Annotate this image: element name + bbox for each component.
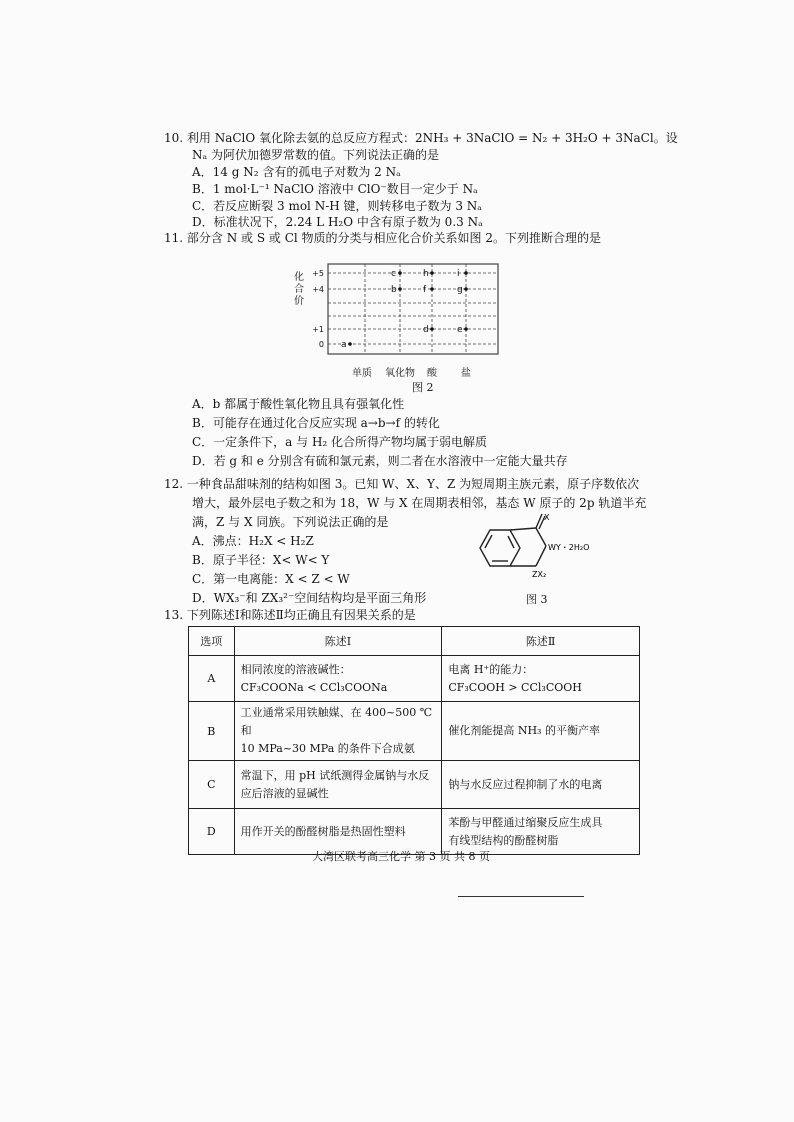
y-tick-label: 0	[318, 340, 324, 349]
y-tick-label: +5	[312, 269, 324, 278]
cell-line: 10 MPa~30 MPa 的条件下合成氨	[240, 742, 415, 755]
cell-line: 苯酚与甲醛通过缩聚反应生成具	[448, 815, 603, 829]
point-b	[398, 287, 402, 291]
cell-line: CF₃COOH > CCl₃COOH	[448, 680, 582, 694]
point-label-c: c	[391, 269, 396, 279]
figure-3-structure	[470, 510, 620, 590]
point-label-a: a	[341, 340, 347, 350]
row-option: D	[189, 809, 235, 855]
figure-2-caption: 图 2	[412, 381, 434, 394]
x-axis-label: 盐	[461, 368, 471, 379]
row-option: C	[189, 761, 235, 809]
struct-label-x: X	[544, 513, 550, 522]
q10-option-c: C．若反应断裂 3 mol N-H 键，则转移电子数为 3 Nₐ	[192, 199, 482, 213]
point-label-f: f	[423, 285, 427, 295]
cell-line: 钠与水反应过程抑制了水的电离	[448, 777, 603, 791]
x-axis-label: 氧化物	[385, 368, 415, 379]
x-axis-label: 酸	[427, 368, 437, 379]
q11-stem: 11. 部分含 N 或 S 或 Cl 物质的分类与相应化合价关系如图 2。下列推断合理的是	[164, 231, 601, 245]
q10-option-a: A．14 g N₂ 含有的孤电子对数为 2 Nₐ	[192, 165, 401, 179]
q11-option-a: A．b 都属于酸性氧化物且具有强氧化性	[192, 397, 405, 411]
q11-option-b: B．可能存在通过化合反应实现 a→b→f 的转化	[192, 416, 440, 430]
cell-line: CF₃COONa < CCl₃COONa	[240, 680, 388, 694]
page-footer: 大湾区联考高三化学 第 3 页 共 8 页	[312, 850, 490, 863]
point-label-e: e	[457, 325, 463, 335]
point-i	[464, 271, 468, 275]
cell-line: 常温下，用 pH 试纸测得金属钠与水反	[240, 768, 430, 782]
y-tick-label: +4	[312, 285, 324, 294]
header-statement-1: 陈述Ⅰ	[234, 627, 442, 656]
cell-line: 有线型结构的酚醛树脂	[448, 833, 559, 847]
point-label-b: b	[391, 285, 397, 295]
y-axis-label-char: 化	[294, 272, 304, 283]
q12-option-b: B．原子半径：X< W< Y	[192, 553, 330, 567]
cell-line: 工业通常采用铁触媒、在 400~500 ℃和	[240, 706, 433, 737]
q13-table	[188, 626, 640, 855]
row-statement-2	[442, 761, 640, 809]
point-d	[430, 327, 434, 331]
chart-grid	[328, 264, 498, 354]
point-h	[430, 271, 434, 275]
point-g	[464, 287, 468, 291]
carbonyl-bond	[510, 528, 536, 530]
row-statement-1	[234, 761, 442, 809]
point-label-h: h	[423, 269, 429, 279]
y-axis-label-char: 价	[294, 296, 304, 307]
table-row	[189, 702, 640, 761]
table-header-row	[189, 627, 640, 656]
q12-stem-line1: 12. 一种食品甜味剂的结构如图 3。已知 W、X、Y、Z 为短周期主族元素，原子序数依次	[164, 477, 640, 491]
y-axis-label-char: 合	[294, 284, 304, 295]
q12-stem-line3: 满，Z 与 X 同族。下列说法正确的是	[192, 515, 389, 529]
y-tick-label: +1	[312, 325, 324, 334]
point-label-d: d	[423, 325, 429, 335]
figure-3-caption: 图 3	[526, 593, 548, 606]
point-f	[430, 287, 434, 291]
q11-option-c: C．一定条件下，a 与 H₂ 化合所得产物均属于弱电解质	[192, 435, 488, 449]
cell-line: 相同浓度的溶液碱性：	[240, 662, 351, 676]
cell-line: 用作开关的酚醛树脂是热固性塑料	[240, 824, 406, 838]
figure-2-valence-chart	[290, 258, 510, 388]
row-statement-1	[234, 656, 442, 702]
table-row	[189, 761, 640, 809]
cell-line: 应后溶液的显碱性	[240, 786, 329, 800]
q10-option-d: D．标准状况下，2.24 L H₂O 中含有原子数为 0.3 Nₐ	[192, 215, 483, 229]
table-row	[189, 656, 640, 702]
footer-rule	[458, 896, 584, 897]
q12-option-d: D．WX₃⁻和 ZX₃²⁻空间结构均是平面三角形	[192, 591, 427, 605]
q10-option-b: B．1 mol·L⁻¹ NaClO 溶液中 ClO⁻数目一定少于 Nₐ	[192, 182, 478, 196]
struct-label-zx2: ZX₂	[532, 570, 547, 579]
x-axis-label: 单质	[352, 368, 372, 379]
row-option: A	[189, 656, 235, 702]
cell-line: 电离 H⁺的能力：	[448, 662, 534, 676]
q12-option-c: C．第一电离能：X < Z < W	[192, 572, 350, 586]
q12-option-a: A．沸点：H₂X < H₂Z	[192, 534, 314, 548]
cell-line: 催化剂能提高 NH₃ 的平衡产率	[448, 724, 600, 737]
row-statement-2	[442, 656, 640, 702]
row-statement-1	[234, 702, 442, 761]
q13-stem: 13. 下列陈述Ⅰ和陈述Ⅱ均正确且有因果关系的是	[164, 608, 416, 622]
row-statement-2	[442, 702, 640, 761]
q12-stem-line2: 增大，最外层电子数之和为 18，W 与 X 在周期表相邻，基态 W 原子的 2p 轨道半充	[192, 496, 647, 510]
point-e	[464, 327, 468, 331]
row-option: B	[189, 702, 235, 761]
point-label-g: g	[457, 285, 463, 295]
q10-stem-line1: 10. 利用 NaClO 氧化除去氨的总反应方程式：2NH₃ + 3NaClO = N₂ + 3H₂O + 3NaCl。设	[164, 131, 678, 145]
header-statement-2: 陈述Ⅱ	[442, 627, 640, 656]
struct-label-wy: WY・2H₂O	[548, 543, 590, 552]
point-a	[348, 342, 352, 346]
q10-stem-line2: Nₐ 为阿伏加德罗常数的值。下列说法正确的是	[192, 148, 439, 162]
point-label-i: i	[457, 269, 460, 279]
point-c	[398, 271, 402, 275]
q11-option-d: D．若 g 和 e 分别含有硫和氯元素，则二者在水溶液中一定能大量共存	[192, 454, 568, 468]
header-option: 选项	[189, 627, 235, 656]
